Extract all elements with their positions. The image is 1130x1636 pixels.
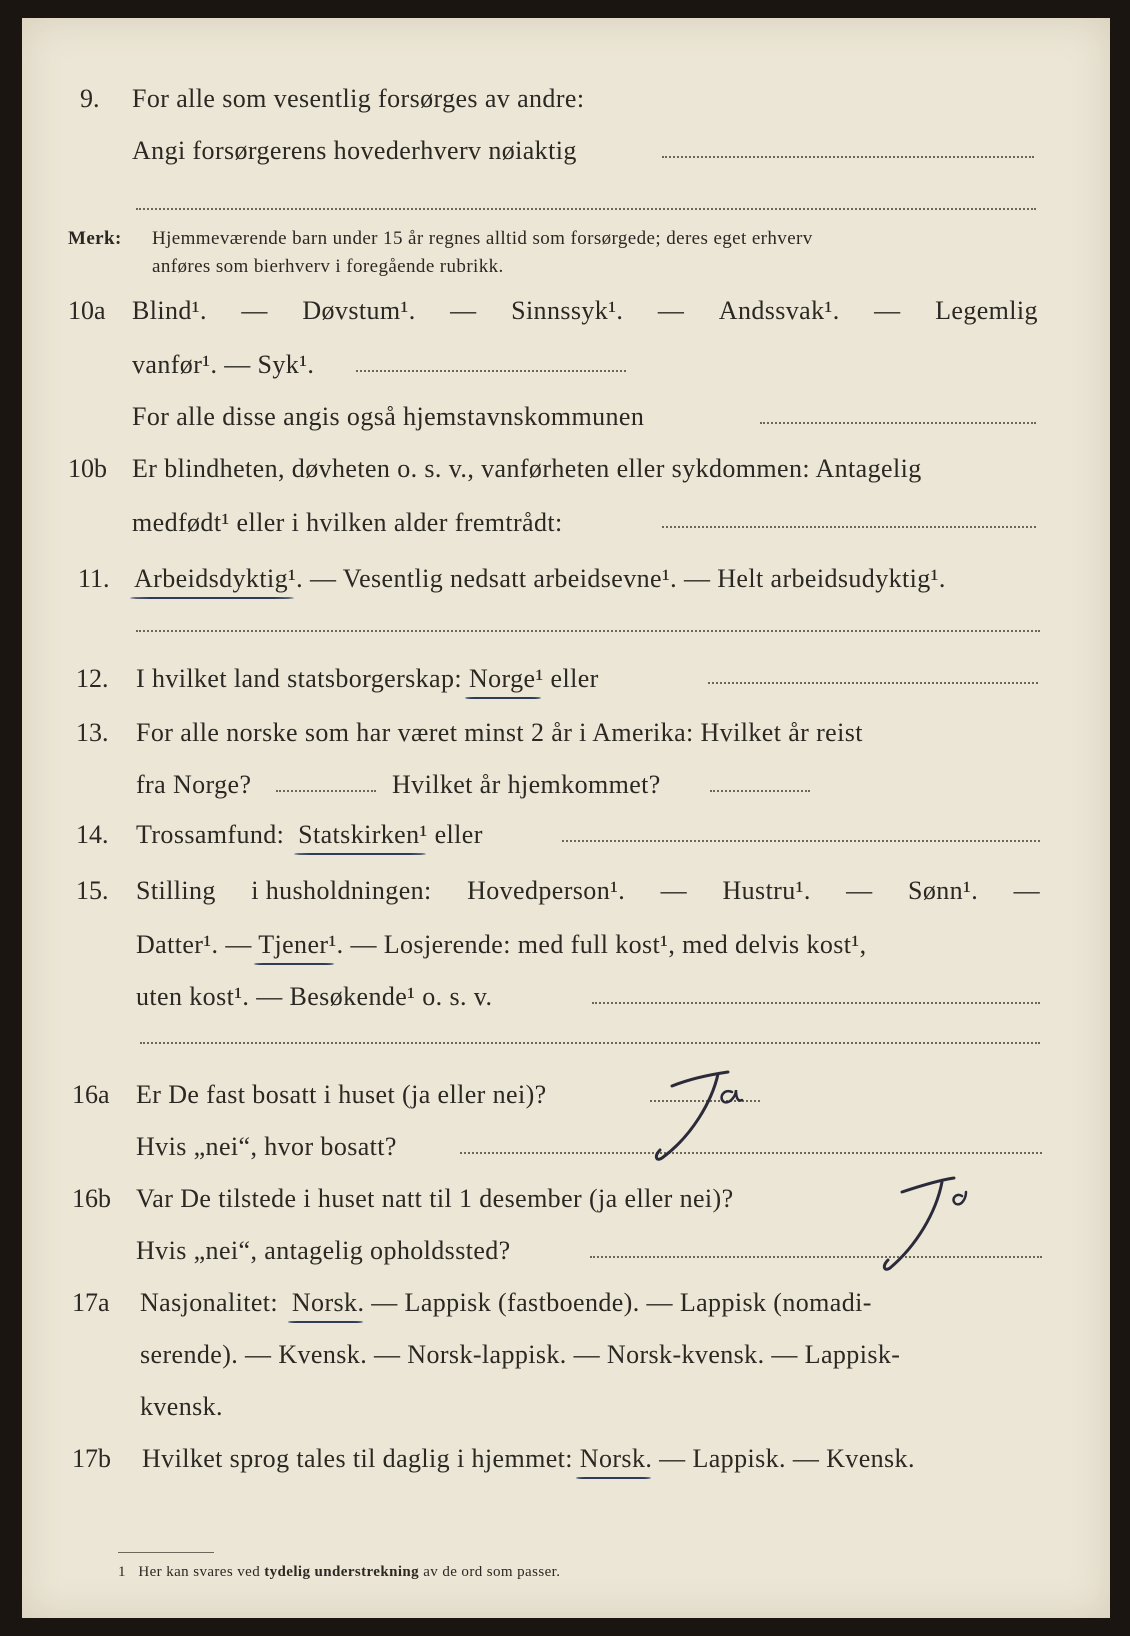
- separator: —: [874, 296, 901, 325]
- item-11-answer-line: [136, 630, 1040, 632]
- separator: —: [846, 876, 873, 905]
- merk-note-line-1: Hjemmeværende barn under 15 år regnes alltid som forsørgede; deres eget erhverv: [152, 228, 813, 249]
- footnote-bold: tydelig understrekning: [264, 1564, 420, 1580]
- item-16b-line-2: Hvis „nei“, antagelig opholdssted?: [136, 1236, 511, 1265]
- item-11-number: 11.: [78, 564, 110, 593]
- item-12-number: 12.: [76, 664, 109, 693]
- footnote: [118, 1564, 560, 1581]
- separator: —: [660, 876, 688, 905]
- option-datter: Datter¹. —: [136, 930, 252, 959]
- answer-text: Ja: [862, 1158, 863, 1159]
- item-16a-line-2: Hvis „nei“, hvor bosatt?: [136, 1132, 397, 1161]
- item-13-line-2b: Hvilket år hjemkommet?: [392, 770, 661, 799]
- item-12-line: [136, 664, 599, 694]
- footnote-text-1: Her kan svares ved: [138, 1564, 261, 1580]
- item-15-number: 15.: [76, 876, 109, 905]
- item-17a-line-3: kvensk.: [140, 1392, 223, 1421]
- item-14-answer-line: [562, 840, 1040, 842]
- underlined-answer-norsk: Norsk: [291, 1288, 358, 1317]
- word: Stilling: [136, 876, 216, 905]
- option-blind: Blind¹.: [132, 296, 207, 325]
- merk-label: Merk:: [68, 228, 122, 249]
- item-13-line-2a: fra Norge?: [136, 770, 252, 799]
- item-15-answer-line: [592, 1002, 1040, 1004]
- item-14-line: [136, 820, 483, 850]
- separator: —: [1013, 876, 1040, 905]
- item-13-line-1: For alle norske som har været minst 2 år i Amerika: Hvilket år reist: [136, 718, 863, 747]
- item-15-answer-line-2: [140, 1042, 1040, 1044]
- option-hustru: Hustru¹.: [722, 876, 811, 905]
- item-10b-line-1: Er blindheten, døvheten o. s. v., vanførheten eller sykdommen: Antagelig: [132, 454, 922, 483]
- item-14-number: 14.: [76, 820, 109, 849]
- item-15-line-1: [136, 876, 1040, 906]
- item-14-after: ¹ eller: [419, 820, 483, 849]
- item-10b-number: 10b: [68, 454, 107, 483]
- word: i husholdningen:: [251, 876, 432, 905]
- item-17b-line: [142, 1444, 915, 1474]
- option-sonn: Sønn¹.: [908, 876, 979, 905]
- item-10a-kommune-line: [760, 422, 1036, 424]
- item-11-line: [134, 564, 946, 594]
- item-10a-line-3: For alle disse angis også hjemstavnskommunen: [132, 402, 645, 431]
- underlined-answer-arbeidsdyktig: Arbeidsdyktig: [134, 564, 288, 593]
- handwritten-answer-16a: [632, 1046, 772, 1166]
- item-12-after: ¹ eller: [535, 664, 599, 693]
- item-16b-number: 16b: [72, 1184, 111, 1213]
- item-15-line-2-rest: ¹. — Losjerende: med full kost¹, med delvis kost¹,: [328, 930, 867, 959]
- item-9-instruction: Angi forsørgerens hovederhverv nøiaktig: [132, 136, 577, 165]
- option-legemlig: Legemlig: [935, 296, 1038, 325]
- underlined-answer-statskirken: Statskirken: [298, 820, 420, 849]
- item-17a-line-2: serende). — Kvensk. — Norsk-lappisk. — Norsk-kvensk. — Lappisk-: [140, 1340, 901, 1369]
- item-16a-question: Er De fast bosatt i huset (ja eller nei)?: [136, 1080, 547, 1109]
- item-12-answer-line: [708, 682, 1038, 684]
- item-17b-options: . — Lappisk. — Kvensk.: [645, 1444, 915, 1473]
- footnote-rule: [118, 1552, 214, 1553]
- item-9-number: 9.: [80, 84, 100, 113]
- item-13-hjemkommet-line: [710, 790, 810, 792]
- item-16a-number: 16a: [72, 1080, 110, 1109]
- underlined-answer-tjener: Tjener: [258, 930, 329, 959]
- item-9-question: For alle som vesentlig forsørges av andre:: [132, 84, 585, 113]
- item-17b-number: 17b: [72, 1444, 111, 1473]
- item-17a-number: 17a: [72, 1288, 110, 1317]
- item-13-number: 13.: [76, 718, 109, 747]
- item-17a-line-1: [140, 1288, 872, 1318]
- item-14-question: Trossamfund:: [136, 820, 285, 849]
- option-dovstum: Døvstum¹.: [302, 296, 416, 325]
- item-17a-options: . — Lappisk (fastboende). — Lappisk (nomadi-: [357, 1288, 872, 1317]
- item-12-question: I hvilket land statsborgerskap:: [136, 664, 463, 693]
- item-10a-number: 10a: [68, 296, 106, 325]
- item-17a-label: Nasjonalitet:: [140, 1288, 279, 1317]
- item-17b-question: Hvilket sprog tales til daglig i hjemmet:: [142, 1444, 573, 1473]
- item-10b-answer-line: [662, 526, 1036, 528]
- item-10a-line-2: vanfør¹. — Syk¹.: [132, 350, 315, 379]
- separator: —: [241, 296, 268, 325]
- option-hovedperson: Hovedperson¹.: [467, 876, 626, 905]
- answer-text: Ja: [632, 1046, 633, 1047]
- census-form-page: [22, 18, 1110, 1618]
- item-10a-line-1: [132, 296, 1038, 326]
- merk-note-line-2: anføres som bierhverv i foregående rubrikk.: [152, 256, 504, 277]
- underlined-answer-norsk-sprog: Norsk: [579, 1444, 646, 1473]
- item-10a-answer-line: [356, 370, 626, 372]
- handwritten-answer-16b: [862, 1158, 1002, 1278]
- underlined-answer-norge: Norge: [468, 664, 536, 693]
- item-15-line-2: [136, 930, 867, 960]
- separator: —: [450, 296, 477, 325]
- item-16b-question: Var De tilstede i huset natt til 1 desember (ja eller nei)?: [136, 1184, 734, 1213]
- item-9-answer-line: [662, 156, 1034, 158]
- item-13-reist-line: [276, 790, 376, 792]
- option-sinnssyk: Sinnssyk¹.: [511, 296, 624, 325]
- item-9-answer-line-2: [136, 208, 1036, 210]
- option-andssvak: Andssvak¹.: [718, 296, 840, 325]
- footnote-text-2: av de ord som passer.: [423, 1564, 561, 1580]
- item-15-line-3: uten kost¹. — Besøkende¹ o. s. v.: [136, 982, 493, 1011]
- item-11-rest: ¹. — Vesentlig nedsatt arbeidsevne¹. — Helt arbeidsudyktig¹.: [287, 564, 946, 593]
- separator: —: [657, 296, 685, 325]
- item-10b-line-2: medfødt¹ eller i hvilken alder fremtrådt:: [132, 508, 563, 537]
- footnote-mark: 1: [118, 1564, 126, 1580]
